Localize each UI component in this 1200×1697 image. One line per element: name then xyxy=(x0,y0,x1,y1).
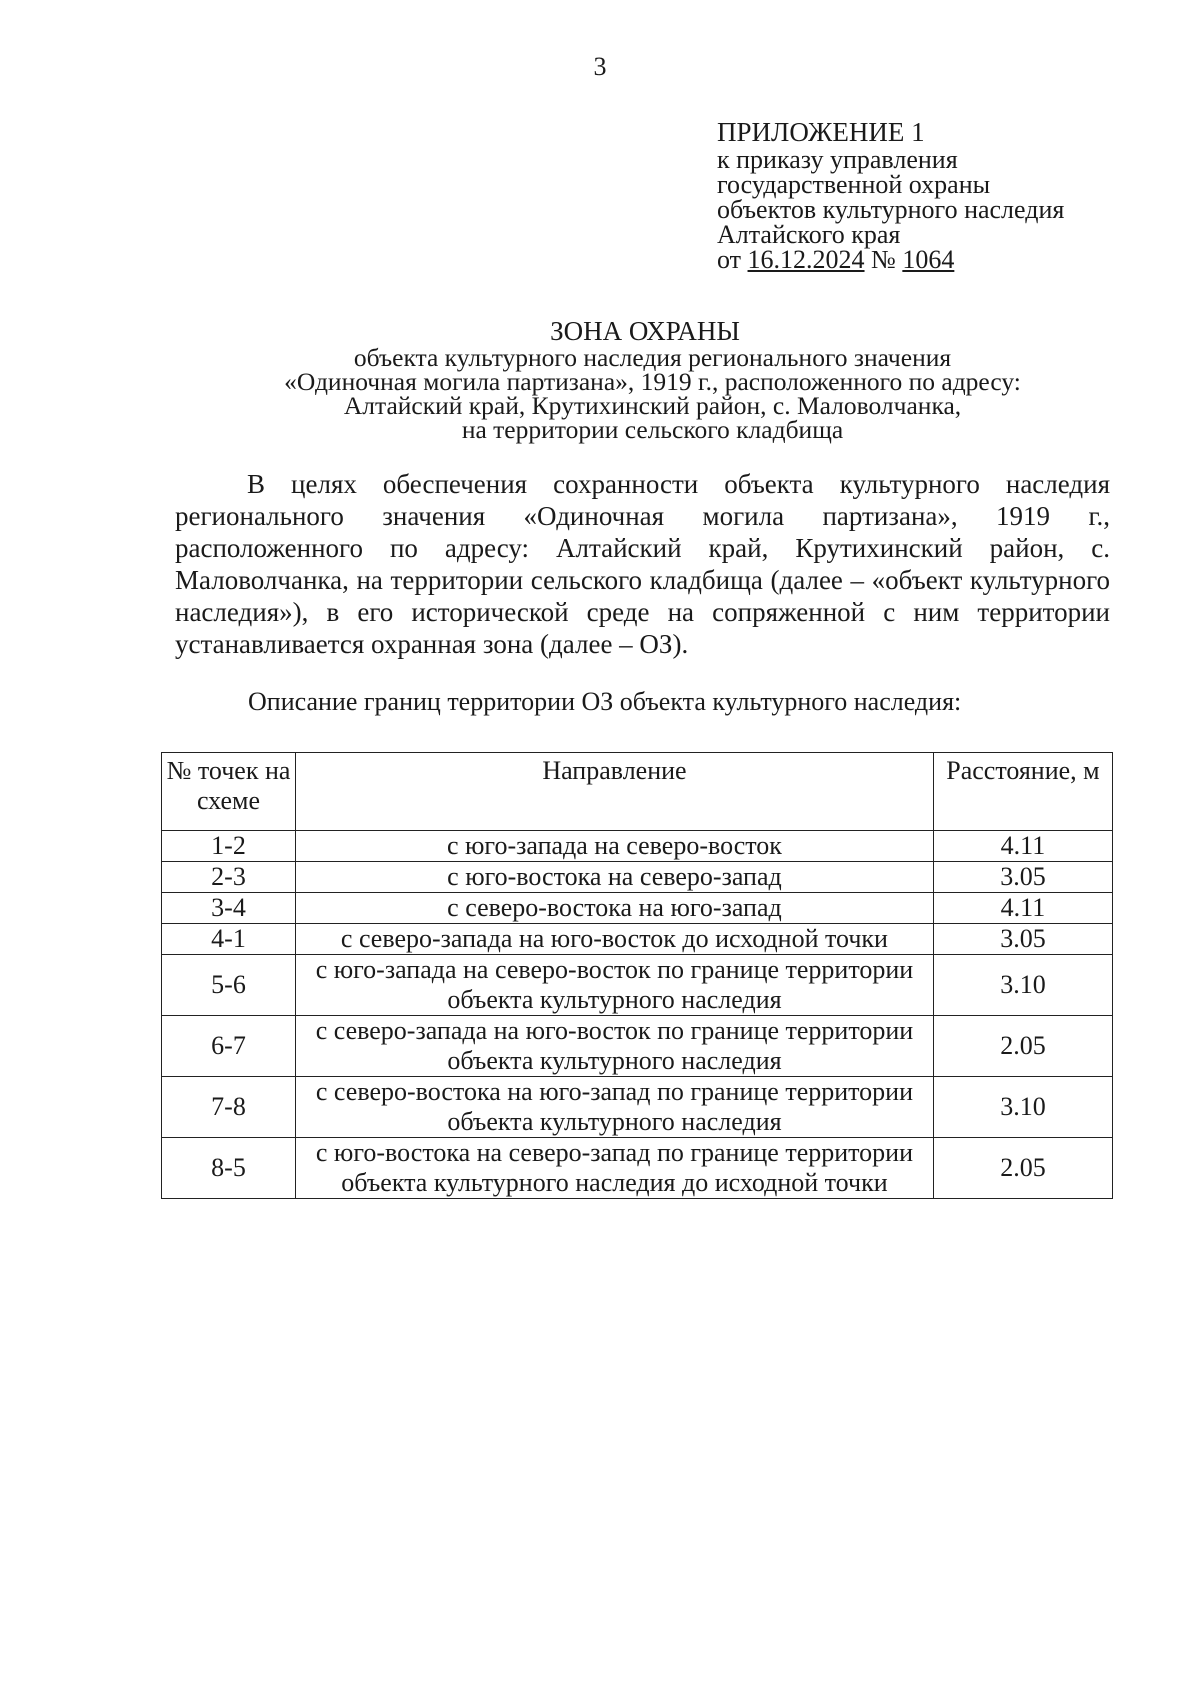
table-header-row xyxy=(162,753,1113,831)
appendix-block xyxy=(717,117,1065,274)
boundaries-table xyxy=(161,752,1113,1199)
cell-direction: с юго-запада на северо-восток по границе территории объекта культурного наследия xyxy=(296,955,934,1016)
cell-points: 2-3 xyxy=(162,862,296,893)
cell-direction: с северо-востока на юго-запад xyxy=(296,893,934,924)
appendix-line: к приказу управления xyxy=(717,145,958,174)
appendix-title: ПРИЛОЖЕНИЕ 1 xyxy=(717,117,925,147)
cell-distance: 3.10 xyxy=(933,955,1112,1016)
cell-direction: с северо-востока на юго-запад по границе территории объекта культурного наследия xyxy=(296,1077,934,1138)
cell-direction: с юго-запада на северо-восток xyxy=(296,831,934,862)
table-caption: Описание границ территории ОЗ объекта культурного наследия: xyxy=(248,687,962,716)
cell-direction: с юго-востока на северо-запад xyxy=(296,862,934,893)
header-distance: Расстояние, м xyxy=(933,753,1112,831)
cell-direction: с северо-запада на юго-восток по границе территории объекта культурного наследия xyxy=(296,1016,934,1077)
cell-distance: 3.10 xyxy=(933,1077,1112,1138)
zone-title: ЗОНА ОХРАНЫ xyxy=(550,316,740,346)
appendix-line: объектов культурного наследия xyxy=(717,195,1065,224)
header-direction: Направление xyxy=(296,753,934,831)
cell-distance: 4.11 xyxy=(933,831,1112,862)
cell-distance: 3.05 xyxy=(933,924,1112,955)
zone-subtitle xyxy=(160,343,1145,444)
table-row xyxy=(162,1016,1113,1077)
cell-points: 4-1 xyxy=(162,924,296,955)
table-row xyxy=(162,1077,1113,1138)
cell-distance: 2.05 xyxy=(933,1016,1112,1077)
table-row xyxy=(162,1138,1113,1199)
table-row xyxy=(162,924,1113,955)
cell-points: 8-5 xyxy=(162,1138,296,1199)
cell-distance: 3.05 xyxy=(933,862,1112,893)
table-row xyxy=(162,862,1113,893)
cell-distance: 4.11 xyxy=(933,893,1112,924)
cell-direction: с юго-востока на северо-запад по границе территории объекта культурного наследия до исходной точки xyxy=(296,1138,934,1199)
zone-subtitle-line: объекта культурного наследия регионального значения xyxy=(353,343,952,372)
cell-points: 1-2 xyxy=(162,831,296,862)
header-points: № точек на схеме xyxy=(162,753,296,831)
zone-subtitle-line: Алтайский край, Крутихинский район, с. Маловолчанка, xyxy=(343,391,962,420)
appendix-line: государственной охраны xyxy=(717,170,991,199)
table-row xyxy=(162,893,1113,924)
appendix-line: Алтайского края xyxy=(717,220,901,249)
cell-points: 7-8 xyxy=(162,1077,296,1138)
table-row xyxy=(162,831,1113,862)
page-number: 3 xyxy=(593,52,607,81)
cell-points: 6-7 xyxy=(162,1016,296,1077)
order-number: 1064 xyxy=(902,245,955,274)
body-paragraph: В целях обеспечения сохранности объекта культурного наследия регионального значения «Одиночная могила партизана», 1919 г., расположенного по адресу: Алтайский край, Крутихинский район, с. Маловолчанка, на территории сельского кладбища (далее – «объект культурного наследия»), в его исторической среде на сопряженной с ним территории устанавливается охранная зона (далее – ОЗ). xyxy=(175,469,1110,659)
cell-direction: с северо-запада на юго-восток до исходной точки xyxy=(296,924,934,955)
table-row xyxy=(162,955,1113,1016)
date-prefix: от xyxy=(717,245,748,274)
cell-points: 3-4 xyxy=(162,893,296,924)
zone-subtitle-line: «Одиночная могила партизана», 1919 г., расположенного по адресу: xyxy=(284,367,1021,396)
cell-distance: 2.05 xyxy=(933,1138,1112,1199)
zone-subtitle-line: на территории сельского кладбища xyxy=(461,415,844,444)
number-prefix: № xyxy=(864,245,903,274)
cell-points: 5-6 xyxy=(162,955,296,1016)
appendix-date-line xyxy=(717,247,1064,272)
order-date: 16.12.2024 xyxy=(747,245,865,274)
